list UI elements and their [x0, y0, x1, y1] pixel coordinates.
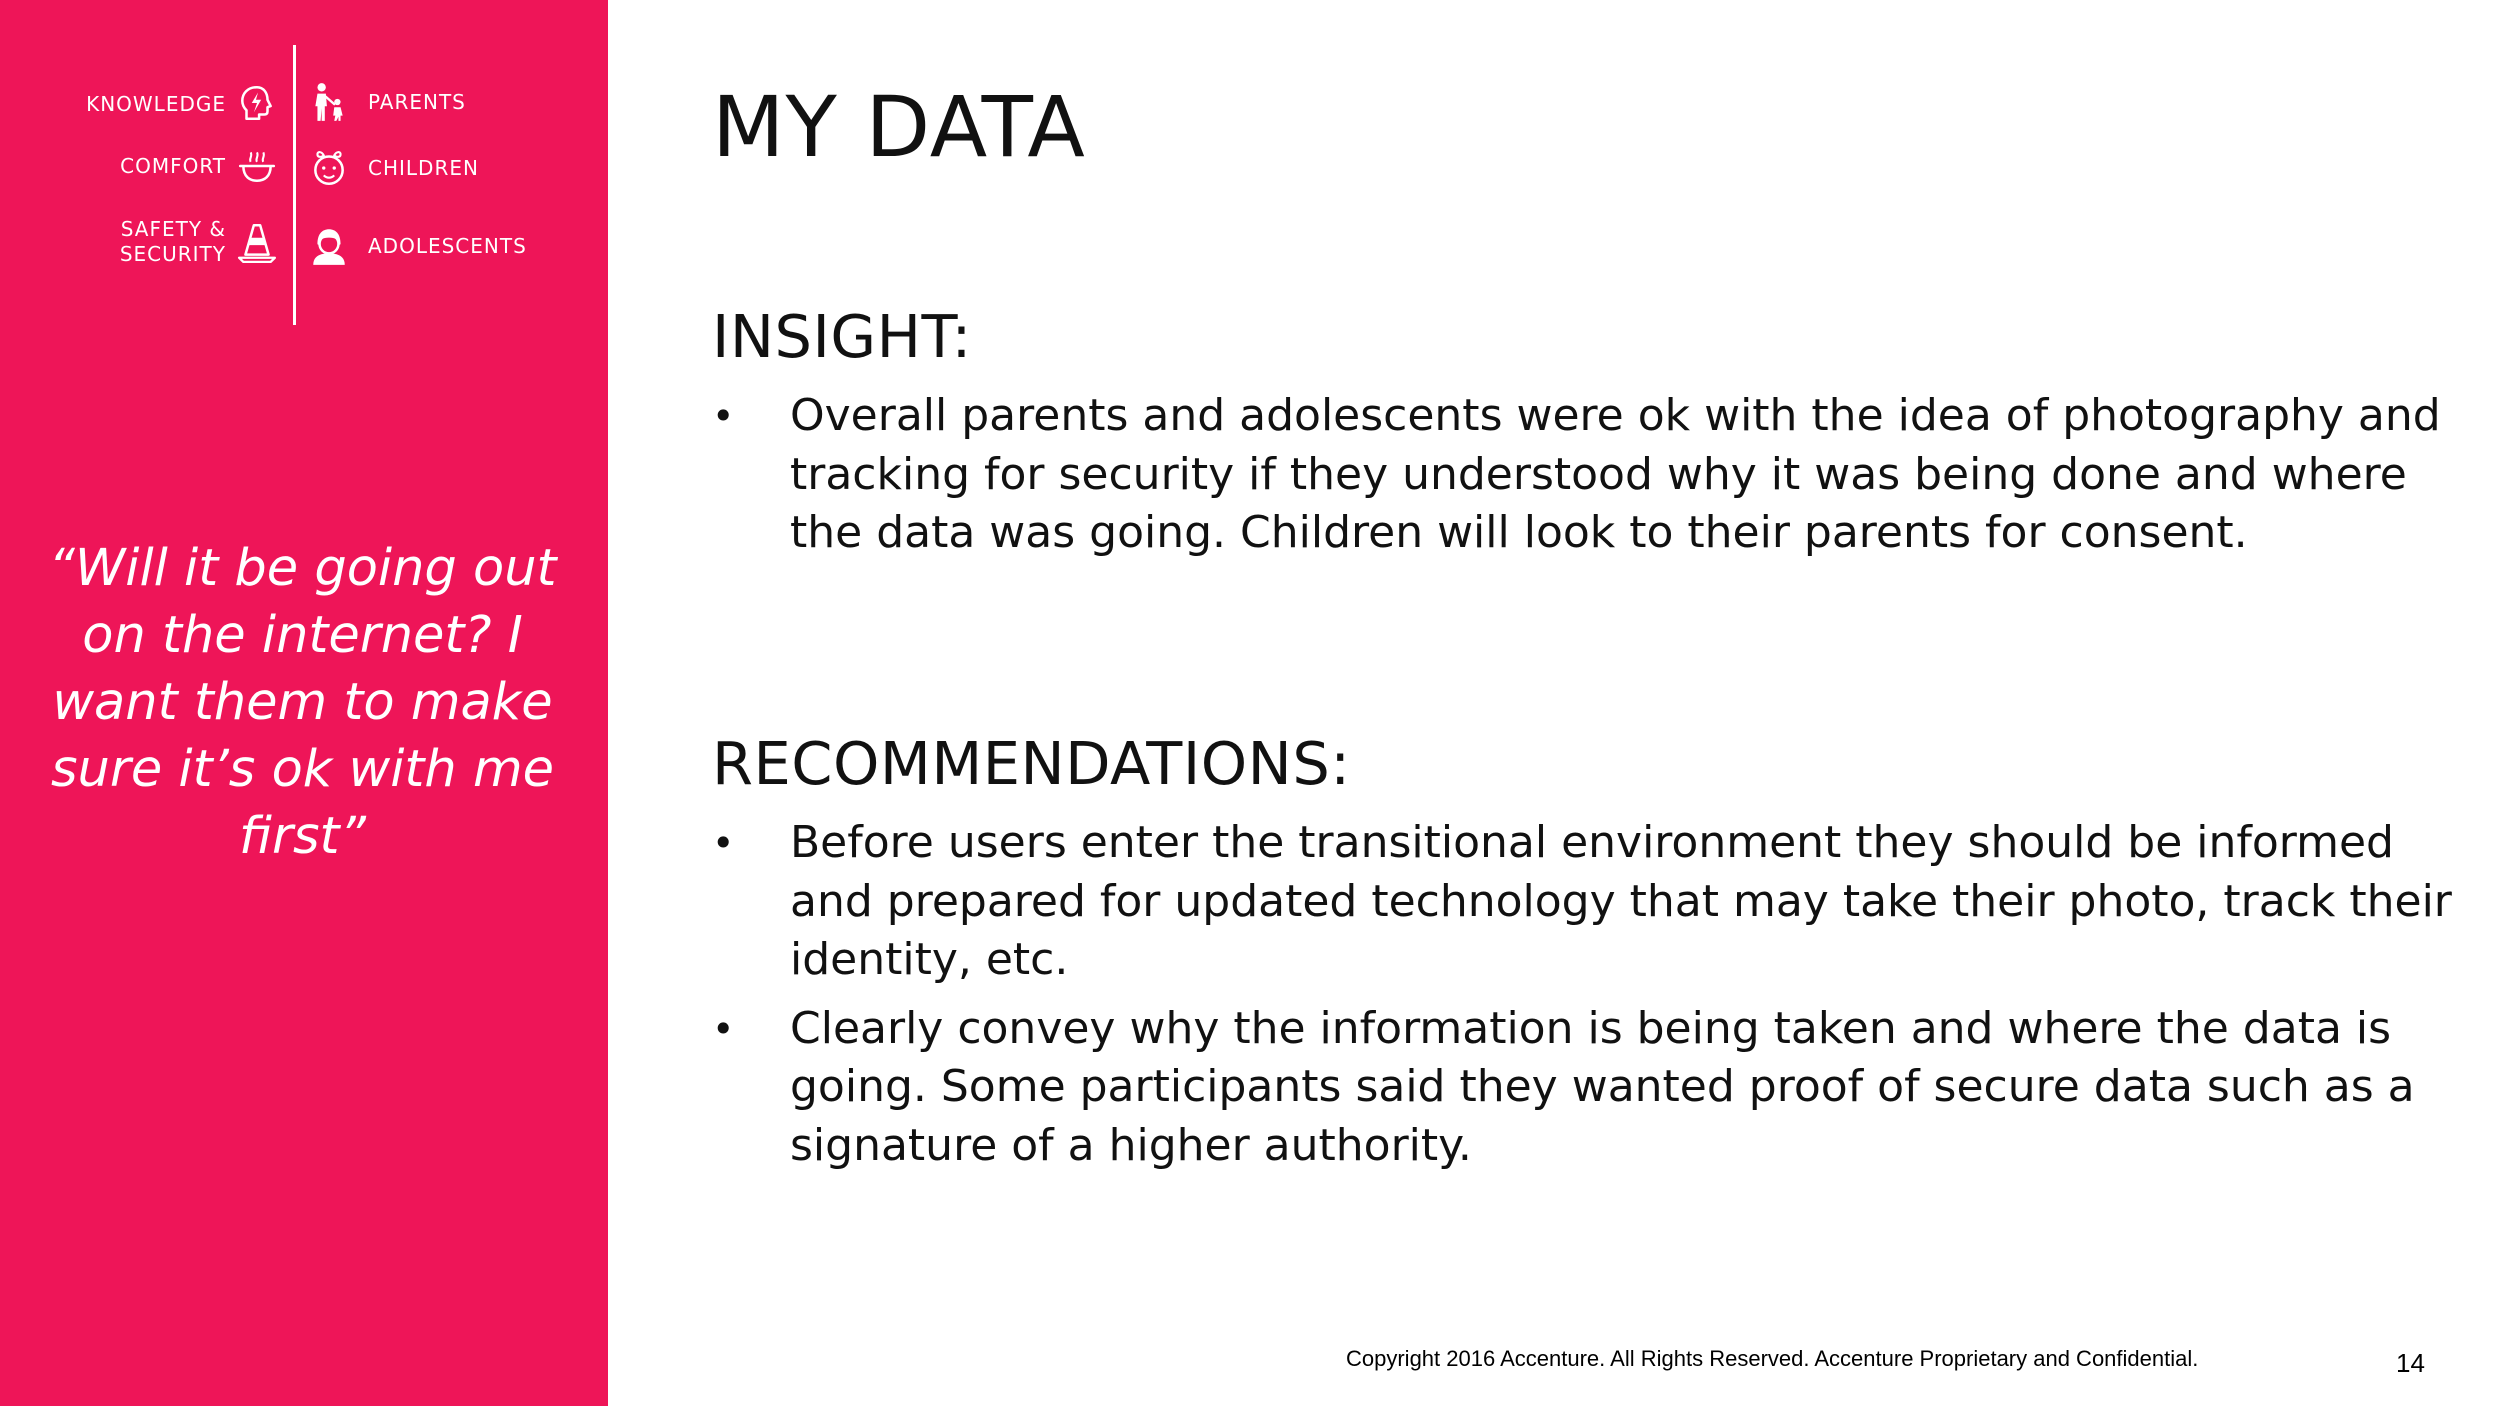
- legend-label-adolescents: ADOLESCENTS: [368, 233, 527, 258]
- copyright-notice: Copyright 2016 Accenture. All Rights Reserved. Accenture Proprietary and Confidential.: [1346, 1346, 2199, 1371]
- recommendation-bullet: [712, 1000, 2452, 1176]
- recommendations-heading: RECOMMENDATIONS:: [712, 729, 1351, 798]
- legend-label-safety-line2: SECURITY: [119, 242, 226, 266]
- legend-label-knowledge: KNOWLEDGE: [86, 91, 226, 116]
- head-lightning-icon: [236, 83, 278, 125]
- participant-quote: “Will it be going out on the internet? I want them to make sure it’s ok with me first”: [48, 539, 557, 866]
- legend-item-safety-security: [120, 217, 278, 267]
- page-title: MY DATA: [712, 78, 1086, 176]
- legend-divider: [293, 45, 296, 325]
- audience-legend: [60, 45, 560, 325]
- insight-bullet: [712, 387, 2452, 563]
- legend-item-comfort: [120, 145, 278, 187]
- bullet-marker: •: [712, 394, 735, 438]
- bullet-marker: •: [712, 1006, 735, 1051]
- legend-item-adolescents: [308, 225, 527, 267]
- sidebar-panel: [0, 0, 608, 1406]
- parent-child-icon: [308, 81, 350, 123]
- recommendation-bullet: [712, 814, 2452, 990]
- legend-label-safety-security: [120, 217, 226, 267]
- insight-bullet-text: Overall parents and adolescents were ok with the idea of photography and tracking for security if they understood why it was being done and where the data was going. Children will look to their parents for consent.: [790, 390, 2441, 558]
- page-number: 14: [2396, 1348, 2425, 1378]
- recommendation-bullet-text: Clearly convey why the information is being taken and where the data is going. Some participants said they wanted proof of secure data such as a signature of a higher authority.: [790, 1002, 2415, 1171]
- legend-label-children: CHILDREN: [368, 155, 479, 180]
- adolescent-icon: [308, 225, 350, 267]
- legend-item-parents: [308, 81, 466, 123]
- child-face-icon: [308, 147, 350, 189]
- recommendations-list: [712, 814, 2452, 1185]
- steaming-bowl-icon: [236, 145, 278, 187]
- recommendation-bullet-text: Before users enter the transitional environment they should be informed and prepared for updated technology that may take their photo, track their identity, etc.: [790, 817, 2452, 985]
- legend-label-comfort: COMFORT: [120, 153, 226, 178]
- legend-item-children: [308, 147, 479, 189]
- legend-item-knowledge: [86, 83, 278, 125]
- insight-heading: INSIGHT:: [712, 302, 972, 371]
- bullet-marker: •: [712, 821, 735, 865]
- traffic-cone-icon: [236, 221, 278, 263]
- insight-list: [712, 387, 2452, 573]
- legend-label-parents: PARENTS: [368, 89, 466, 114]
- legend-label-safety-line1: SAFETY &: [120, 217, 226, 241]
